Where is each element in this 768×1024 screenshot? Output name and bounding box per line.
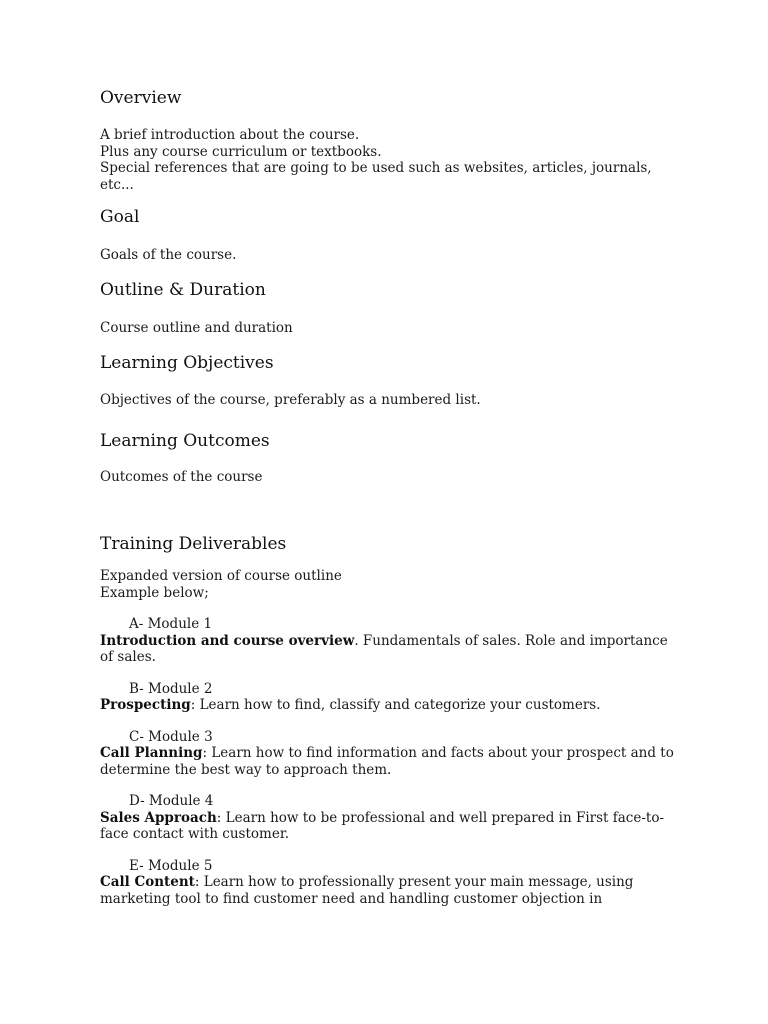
training-intro-line-1: Expanded version of course outline xyxy=(100,568,342,584)
goal-heading: Goal xyxy=(100,207,140,227)
overview-line-2: Plus any course curriculum or textbooks. xyxy=(100,143,382,160)
module-bold-label: Call Content xyxy=(100,874,195,890)
module-description xyxy=(100,697,680,714)
training-intro-line-2: Example below; xyxy=(100,584,209,601)
module-block xyxy=(100,681,680,714)
module-description xyxy=(100,874,680,907)
outcomes-heading: Learning Outcomes xyxy=(100,430,270,451)
module-description xyxy=(100,633,680,666)
module-bold-label: Sales Approach xyxy=(100,809,217,826)
module-block xyxy=(100,858,680,908)
objectives-heading: Learning Objectives xyxy=(100,353,274,373)
module-text: : Learn how to professionally present your main message, using marketing tool to find customer need and handling customer objection in xyxy=(100,874,634,907)
module-text: . Fundamentals of sales. Role and importance of sales. xyxy=(100,632,668,665)
module-text: : Learn how to find information and facts about your prospect and to determine the best way to approach them. xyxy=(100,745,674,778)
objectives-line-1: Objectives of the course, preferably as a numbered list. xyxy=(100,392,481,408)
outcomes-line-1: Outcomes of the course xyxy=(100,468,263,485)
overview-line-3: Special references that are going to be used such as websites, articles, journals, etc... xyxy=(100,160,652,193)
module-text: : Learn how to find, classify and categorize your customers. xyxy=(190,697,601,713)
goal-line-1: Goals of the course. xyxy=(100,247,237,263)
module-bold-label: Prospecting xyxy=(100,697,191,713)
training-intro xyxy=(100,568,680,601)
module-bold-label: Introduction and course overview xyxy=(100,632,355,649)
module-title: B- Module 2 xyxy=(129,680,213,697)
module-bold-label: Call Planning xyxy=(100,745,203,761)
module-block xyxy=(100,616,680,666)
module-block xyxy=(100,729,680,779)
module-description xyxy=(100,745,680,778)
module-block xyxy=(100,793,680,843)
overview-heading: Overview xyxy=(100,88,182,108)
overview-body xyxy=(100,127,680,193)
module-title: E- Module 5 xyxy=(129,857,213,874)
outline-line-1: Course outline and duration xyxy=(100,319,293,336)
module-text: : Learn how to be professional and well prepared in First face-to-face contact with customer. xyxy=(100,809,665,842)
overview-line-1: A brief introduction about the course. xyxy=(100,127,360,143)
document-page xyxy=(100,86,680,907)
outline-heading: Outline & Duration xyxy=(100,279,266,300)
module-description xyxy=(100,810,680,843)
training-heading: Training Deliverables xyxy=(100,534,287,554)
module-title: A- Module 1 xyxy=(129,616,213,632)
module-title: D- Module 4 xyxy=(129,793,214,809)
module-title: C- Module 3 xyxy=(129,728,213,745)
